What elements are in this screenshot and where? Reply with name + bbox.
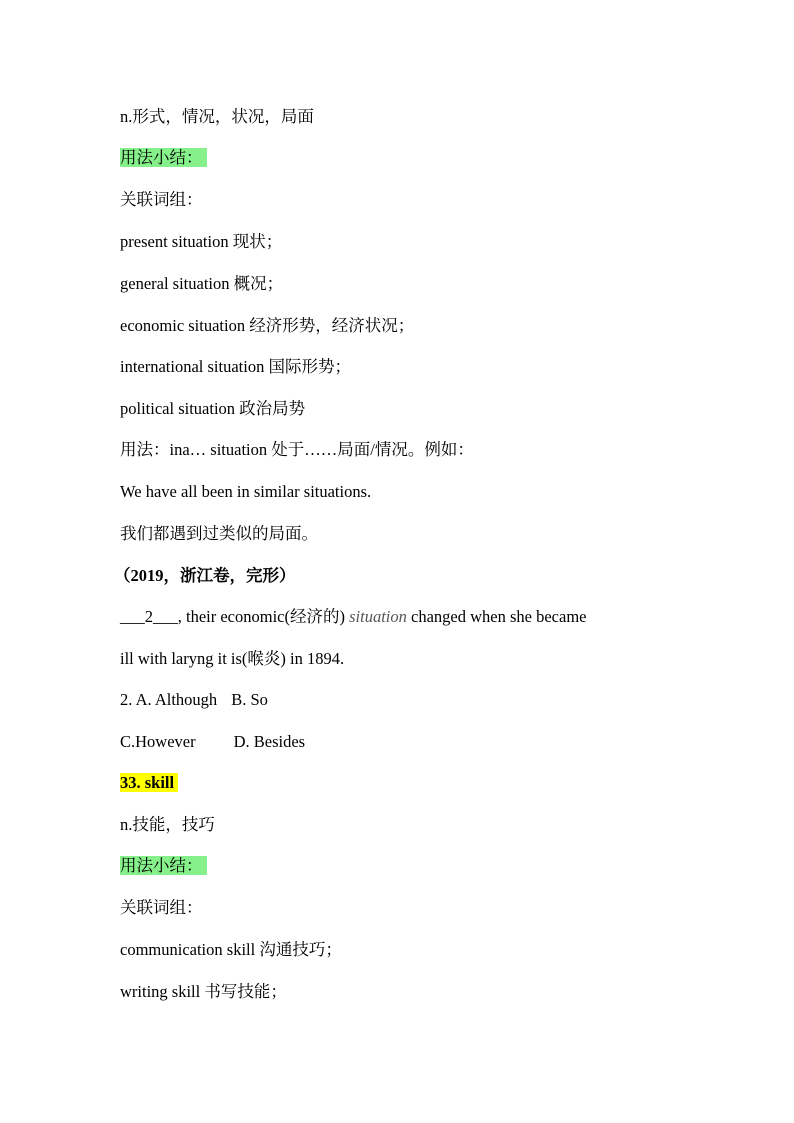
exam-question-line1 (120, 605, 698, 629)
question-text-part2: changed when she became (406, 607, 587, 626)
question-text-part1: , their economic(经济的) (177, 607, 350, 626)
question-italic-word: situation (349, 607, 407, 626)
question-blank: ___2___ (120, 607, 178, 626)
definition-skill: n.技能，技巧 (120, 815, 215, 834)
option-c: C.However (120, 732, 196, 751)
phrase-writing-skill: writing skill 书写技能； (120, 982, 287, 1001)
phrase-general-situation: general situation 概况； (120, 274, 284, 293)
phrase-communication-skill: communication skill 沟通技巧； (120, 940, 342, 959)
phrase-international-situation: international situation 国际形势； (120, 357, 351, 376)
phrase-present-situation: present situation 现状； (120, 232, 283, 251)
option-d: D. Besides (233, 732, 306, 751)
usage-pattern: 用法：ina… situation 处于……局面/情况。例如： (120, 440, 474, 459)
entry-title-skill: 33. skill (120, 773, 178, 792)
usage-summary-label: 用法小结： (120, 148, 207, 167)
definition-situation: n.形式，情况，状况，局面 (120, 107, 314, 126)
phrase-economic-situation: economic situation 经济形势，经济状况； (120, 316, 415, 335)
usage-summary-heading (120, 146, 698, 170)
entry-heading-skill (120, 771, 698, 795)
option-b: B. So (231, 690, 268, 709)
exam-source: （2019，浙江卷，完形） (114, 566, 296, 585)
related-phrases-heading: 关联词组： (120, 190, 203, 209)
options-row-2 (120, 730, 698, 754)
option-a: 2. A. Although (120, 690, 218, 709)
exam-question-line2: ill with laryng it is(喉炎) in 1894. (120, 649, 345, 668)
example-sentence-zh: 我们都遇到过类似的局面。 (120, 524, 318, 543)
related-phrases-heading-2: 关联词组： (120, 898, 203, 917)
usage-summary-heading-2 (120, 854, 698, 878)
example-sentence-en: We have all been in similar situations. (120, 482, 372, 501)
options-row-1 (120, 688, 698, 712)
usage-summary-label-2: 用法小结： (120, 856, 207, 875)
phrase-political-situation: political situation 政治局势 (120, 399, 306, 418)
